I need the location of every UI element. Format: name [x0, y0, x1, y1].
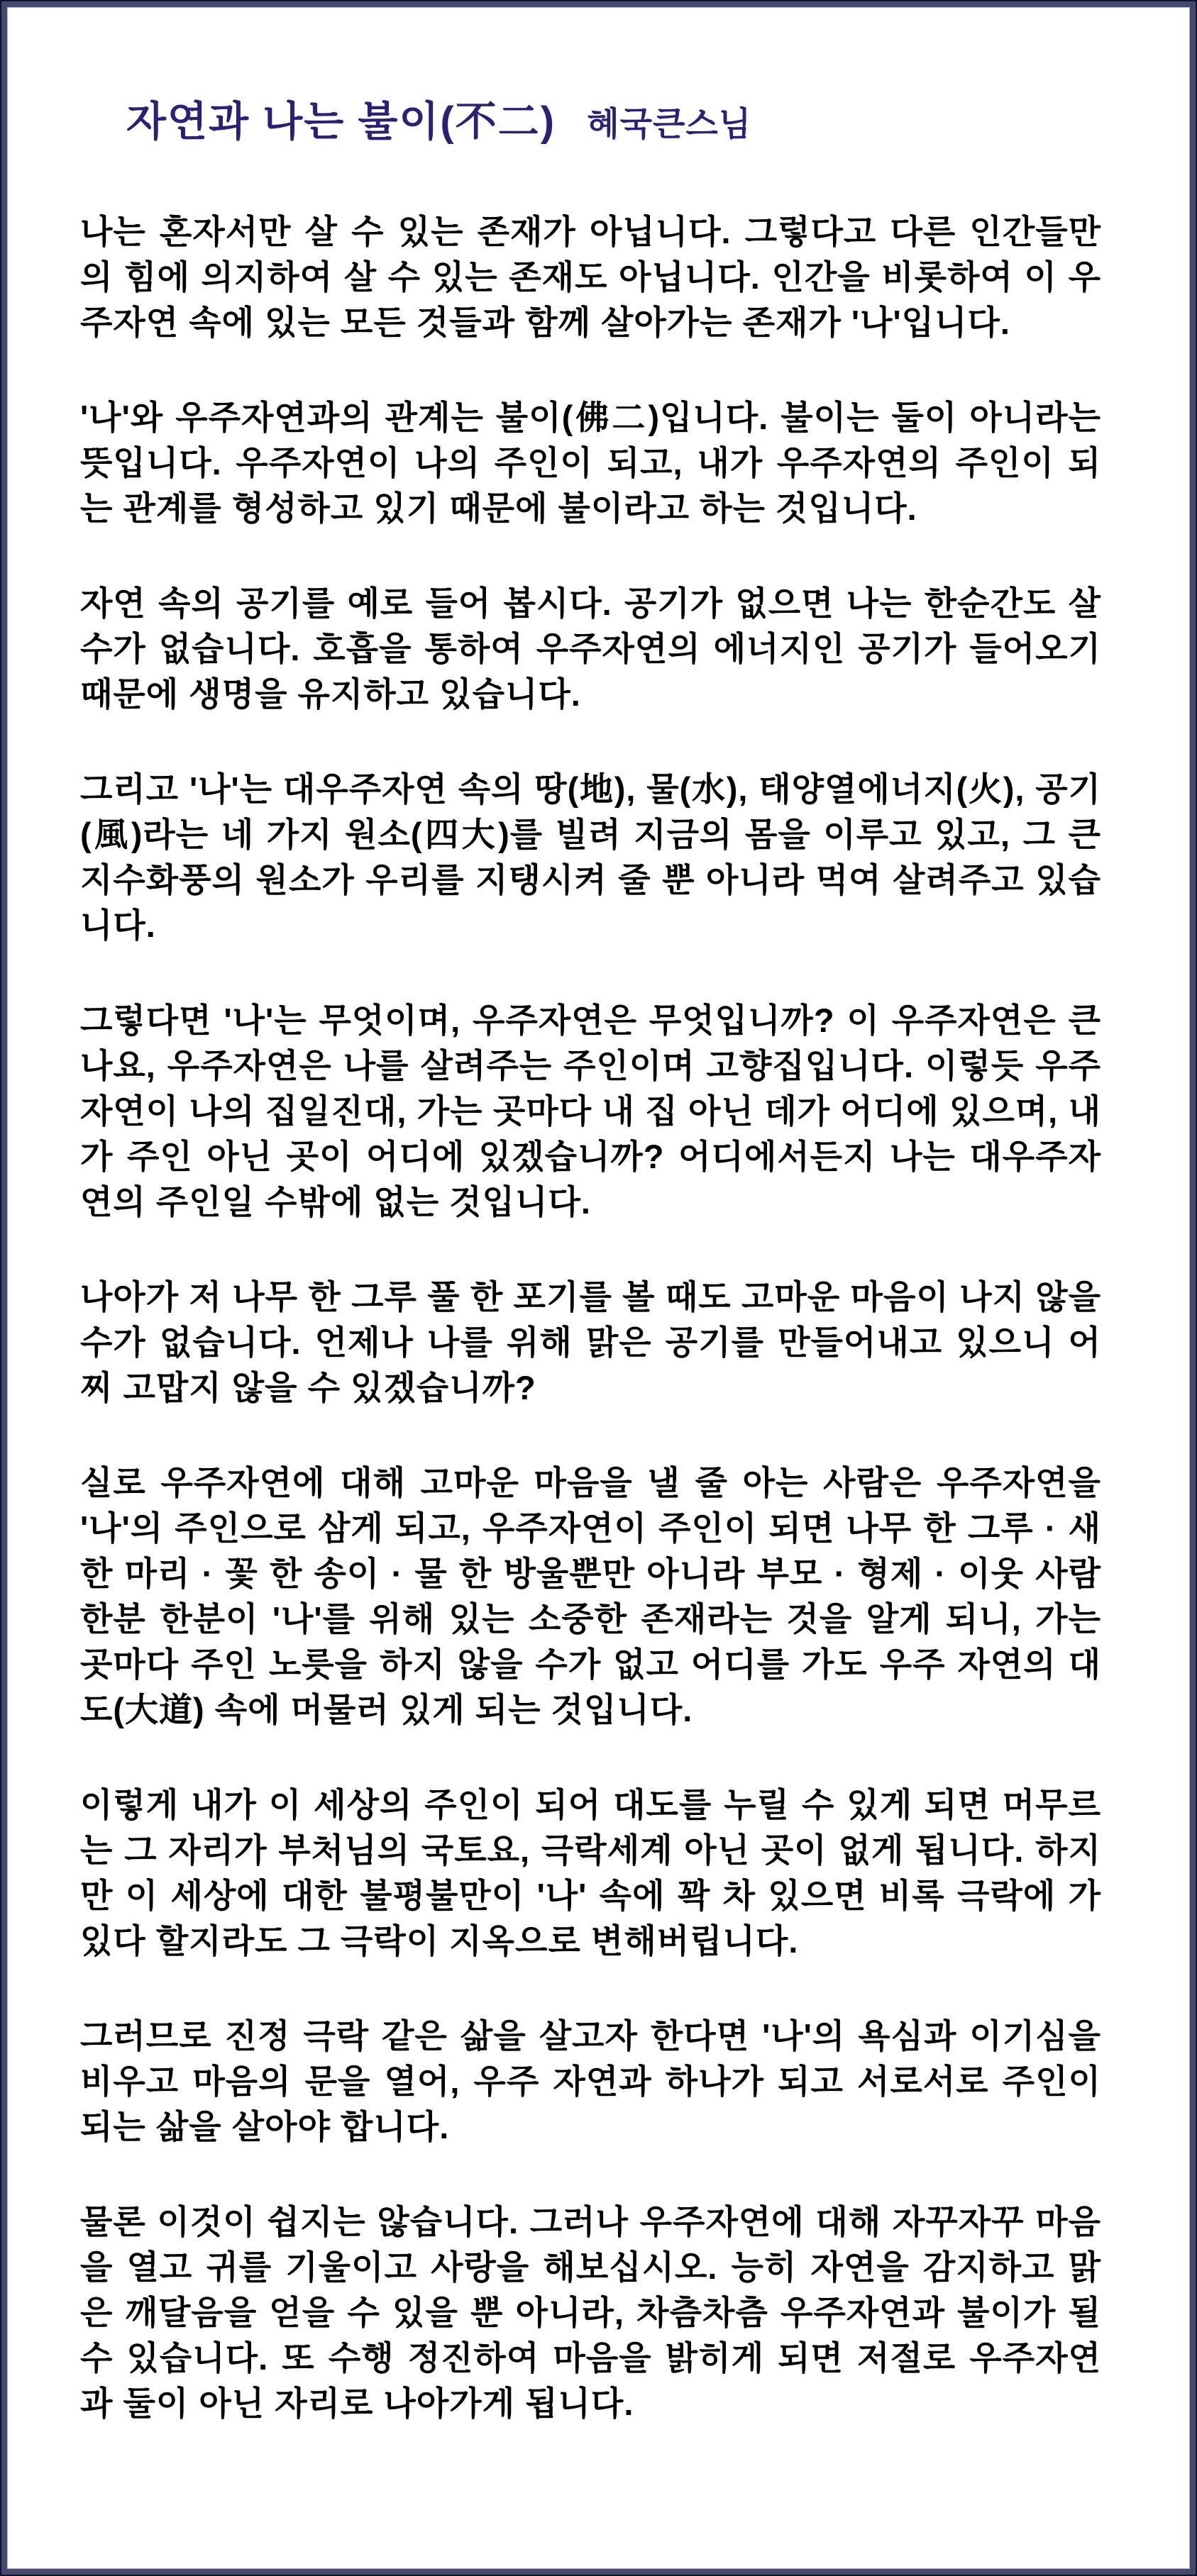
- title-main-text: 자연과 나는 불이(不二): [126, 99, 556, 145]
- document-body: [80, 209, 1101, 2426]
- page-title: [126, 99, 1101, 147]
- paragraph-07: 실로 우주자연에 대해 고마운 마음을 낼 줄 아는 사람은 우주자연을 '나'의 주인으로 삼게 되고, 우주자연이 주인이 되면 나무 한 그루 · 새 한 마리 · 꽃 한 송이 · 물 한 방울뿐만 아니라 부모 · 형제 · 이웃 사람 한분 한분이 '나'를 위해 있는 소중한 존재라는 것을 알게 되니, 가는 곳마다 주인 노릇을 하지 않을 수가 없고 어디를 가도 우주 자연의 대도(大道) 속에 머물러 있게 되는 것입니다.: [80, 1464, 1101, 1728]
- paragraph-09: 그러므로 진정 극락 같은 삶을 살고자 한다면 '나'의 욕심과 이기심을 비우고 마음의 문을 열어, 우주 자연과 하나가 되고 서로서로 주인이 되는 삶을 살아야 합니다.: [80, 2017, 1101, 2145]
- paragraph-06: 나아가 저 나무 한 그루 풀 한 포기를 볼 때도 고마운 마음이 나지 않을 수가 없습니다. 언제나 나를 위해 맑은 공기를 만들어내고 있으니 어찌 고맙지 않을 수 있겠습니까?: [80, 1278, 1101, 1406]
- paragraph-10: 물론 이것이 쉽지는 않습니다. 그러나 우주자연에 대해 자꾸자꾸 마음을 열고 귀를 기울이고 사랑을 해보십시오. 능히 자연을 감지하고 맑은 깨달음을 얻을 수 있을 뿐 아니라, 차츰차츰 우주자연과 불이가 될 수 있습니다. 또 수행 정진하여 마음을 밝히게 되면 저절로 우주자연과 둘이 아닌 자리로 나아가게 됩니다.: [80, 2203, 1101, 2422]
- paragraph-02: '나'와 우주자연과의 관계는 불이(佛二)입니다. 불이는 둘이 아니라는 뜻입니다. 우주자연이 나의 주인이 되고, 내가 우주자연의 주인이 되는 관계를 형성하고 있기 때문에 불이라고 하는 것입니다.: [80, 399, 1101, 527]
- paragraph-08: 이렇게 내가 이 세상의 주인이 되어 대도를 누릴 수 있게 되면 머무르는 그 자리가 부처님의 국토요, 극락세계 아닌 곳이 없게 됩니다. 하지만 이 세상에 대한 불평불만이 '나' 속에 꽉 차 있으면 비록 극락에 가 있다 할지라도 그 극락이 지옥으로 변해버립니다.: [80, 1786, 1101, 1960]
- paragraph-04: 그리고 '나'는 대우주자연 속의 땅(地), 물(水), 태양열에너지(火), 공기(風)라는 네 가지 원소(四大)를 빌려 지금의 몸을 이루고 있고, 그 큰 지수화풍의 원소가 우리를 지탱시켜 줄 뿐 아니라 먹여 살려주고 있습니다.: [80, 770, 1101, 944]
- paragraph-03: 자연 속의 공기를 예로 들어 봅시다. 공기가 없으면 나는 한순간도 살 수가 없습니다. 호흡을 통하여 우주자연의 에너지인 공기가 들어오기 때문에 생명을 유지하고 있습니다.: [80, 584, 1101, 713]
- paragraph-01: 나는 혼자서만 살 수 있는 존재가 아닙니다. 그렇다고 다른 인간들만의 힘에 의지하여 살 수 있는 존재도 아닙니다. 인간을 비롯하여 이 우주자연 속에 있는 모든 것들과 함께 살아가는 존재가 '나'입니다.: [80, 213, 1101, 341]
- title-author-text: 혜국큰스님: [587, 105, 752, 143]
- paragraph-05: 그렇다면 '나'는 무엇이며, 우주자연은 무엇입니까? 이 우주자연은 큰 나요, 우주자연은 나를 살려주는 주인이며 고향집입니다. 이렇듯 우주자연이 나의 집일진대, 가는 곳마다 내 집 아닌 데가 어디에 있으며, 내가 주인 아닌 곳이 어디에 있겠습니까? 어디에서든지 나는 대우주자연의 주인일 수밖에 없는 것입니다.: [80, 1001, 1101, 1221]
